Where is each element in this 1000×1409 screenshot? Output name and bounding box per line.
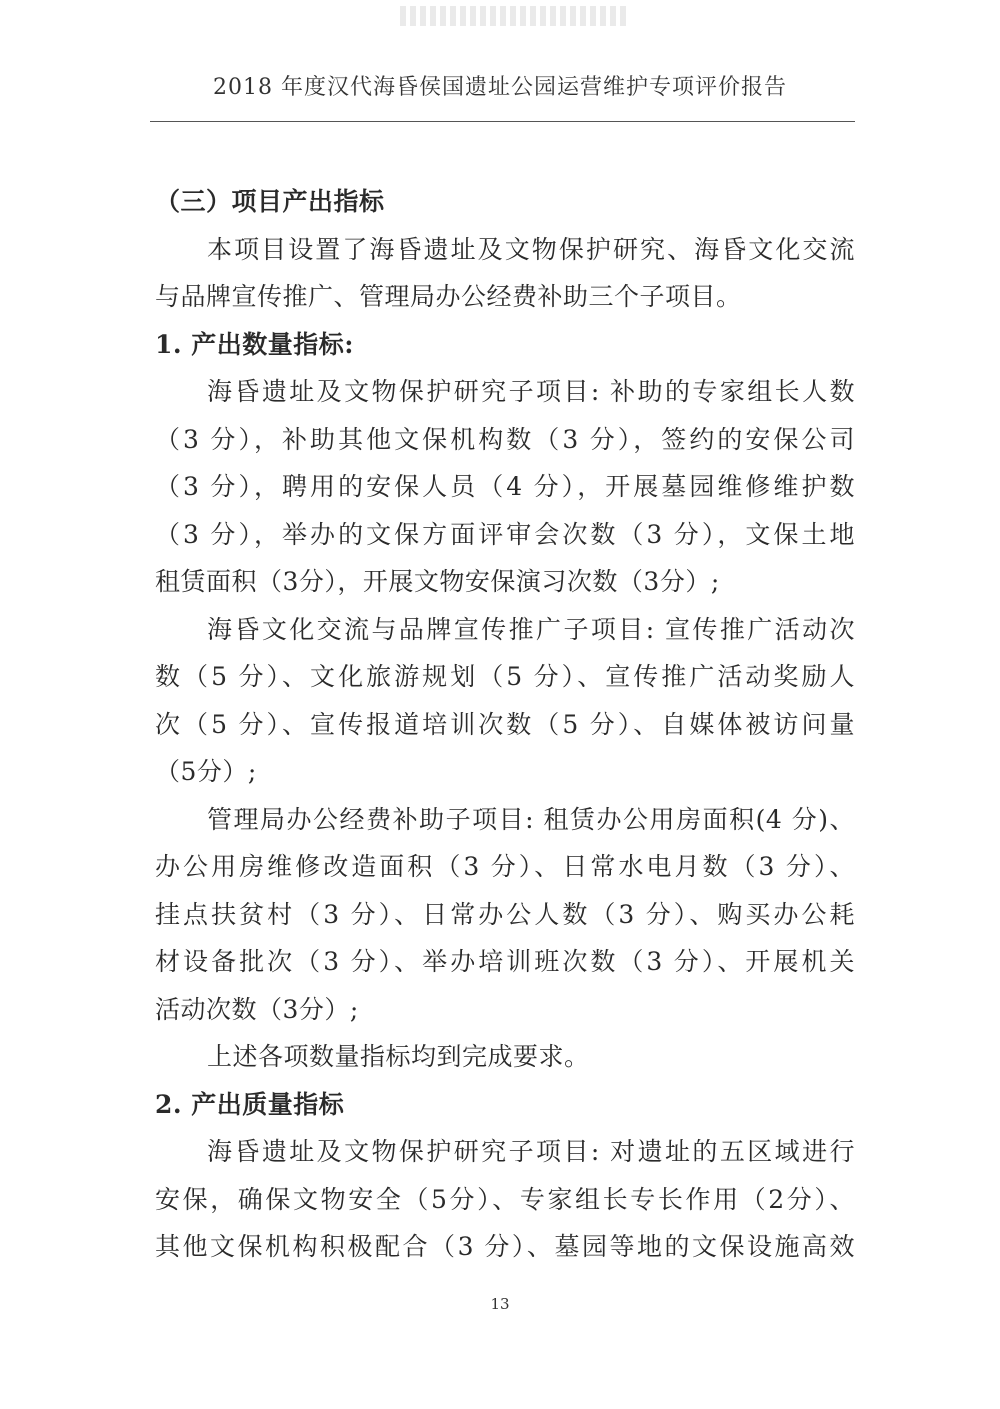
paragraph-line: 数（5 分）、文化旅游规划（5 分）、宣传推广活动奖励人 — [155, 662, 855, 691]
page-number: 13 — [490, 1295, 510, 1313]
paragraph-line: 办公用房维修改造面积（3 分）、日常水电月数（3 分）、 — [155, 852, 855, 881]
paragraph-line: 材设备批次（3 分）、举办培训班次数（3 分）、开展机关 — [155, 947, 855, 976]
section-heading: （三）项目产出指标 — [155, 187, 385, 216]
paragraph-line: （3 分），聘用的安保人员（4 分），开展墓园维修维护数 — [155, 472, 855, 501]
paragraph-line: 海昏遗址及文物保护研究子项目: 对遗址的五区域进行 — [207, 1137, 855, 1166]
paragraph-line: 挂点扶贫村（3 分）、日常办公人数（3 分）、购买办公耗 — [155, 899, 855, 929]
paragraph-line: （5分）; — [155, 757, 257, 786]
paragraph-line: 海昏遗址及文物保护研究子项目: 补助的专家组长人数 — [207, 377, 855, 406]
document-body — [155, 178, 855, 1271]
paragraph-line: 次（5 分）、宣传报道培训次数（5 分）、自媒体被访问量 — [155, 709, 855, 739]
paragraph-line: 本项目设置了海昏遗址及文物保护研究、海昏文化交流 — [207, 234, 855, 264]
paragraph-line: 海昏文化交流与品牌宣传推广子项目: 宣传推广活动次 — [207, 614, 855, 644]
paragraph-line: 活动次数（3分）; — [155, 994, 359, 1024]
paragraph-line: 管理局办公经费补助子项目: 租赁办公用房面积(4 分)、 — [207, 804, 855, 834]
page-header-title: 2018 年度汉代海昏侯国遗址公园运营维护专项评价报告 — [213, 75, 787, 100]
subsection-heading: 2. 产出质量指标 — [155, 1089, 345, 1119]
scan-artifact — [400, 6, 630, 26]
subsection-heading: 1. 产出数量指标: — [155, 329, 355, 359]
paragraph-line: 租赁面积（3分），开展文物安保演习次数（3分）; — [155, 567, 720, 596]
paragraph-line: 上述各项数量指标均到完成要求。 — [207, 1042, 590, 1071]
paragraph-line: （3 分），补助其他文保机构数（3 分），签约的安保公司 — [155, 424, 855, 454]
paragraph-line: （3 分），举办的文保方面评审会次数（3 分），文保土地 — [155, 519, 855, 549]
paragraph-line: 与品牌宣传推广、管理局办公经费补助三个子项目。 — [155, 282, 742, 311]
header-divider — [150, 121, 855, 122]
paragraph-line: 安保，确保文物安全（5分）、专家组长专长作用（2分）、 — [155, 1184, 855, 1214]
paragraph-line: 其他文保机构积极配合（3 分）、墓园等地的文保设施高效 — [155, 1232, 855, 1261]
